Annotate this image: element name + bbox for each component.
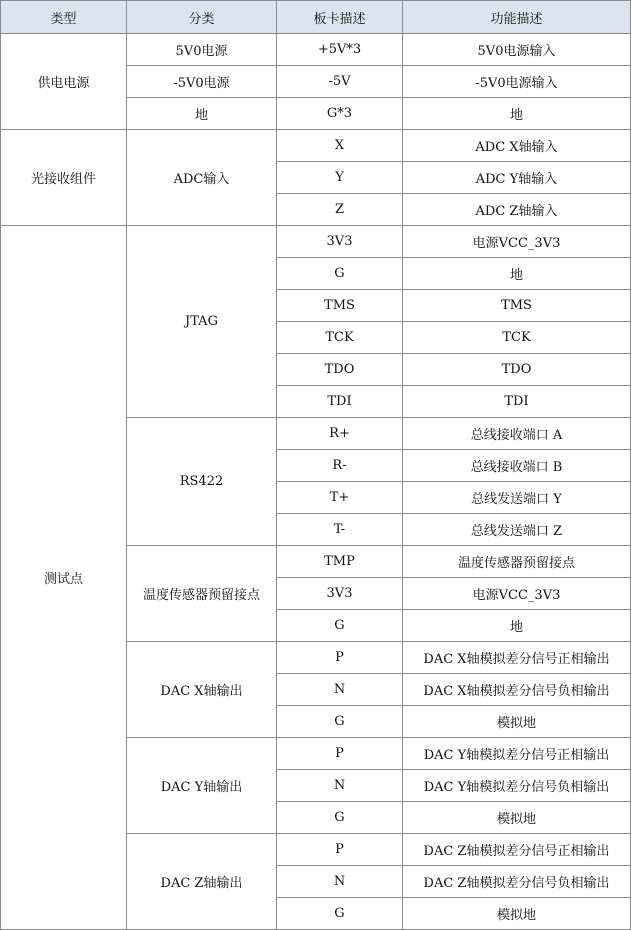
board-desc-cell: X: [277, 130, 403, 162]
function-desc-cell: 电源VCC_3V3: [403, 226, 631, 258]
board-desc-cell: N: [277, 674, 403, 706]
board-desc-cell: G: [277, 802, 403, 834]
function-desc-cell: DAC Z轴模拟差分信号正相输出: [403, 834, 631, 866]
category-cell: RS422: [127, 418, 277, 546]
function-desc-cell: 模拟地: [403, 706, 631, 738]
board-desc-cell: TDI: [277, 386, 403, 418]
type-cell-power: 供电电源: [1, 34, 127, 130]
board-desc-cell: G: [277, 610, 403, 642]
function-desc-cell: 地: [403, 258, 631, 290]
function-desc-cell: TDO: [403, 354, 631, 386]
category-cell: 5V0电源: [127, 34, 277, 66]
board-desc-cell: R-: [277, 450, 403, 482]
function-desc-cell: 总线接收端口 A: [403, 418, 631, 450]
function-desc-cell: DAC Y轴模拟差分信号正相输出: [403, 738, 631, 770]
function-desc-cell: 总线接收端口 B: [403, 450, 631, 482]
category-cell: DAC X轴输出: [127, 642, 277, 738]
header-function-desc: 功能描述: [403, 1, 631, 34]
board-desc-cell: G: [277, 898, 403, 930]
board-desc-cell: 3V3: [277, 226, 403, 258]
board-desc-cell: G: [277, 706, 403, 738]
board-desc-cell: TMP: [277, 546, 403, 578]
board-desc-cell: +5V*3: [277, 34, 403, 66]
header-category: 分类: [127, 1, 277, 34]
board-desc-cell: TCK: [277, 322, 403, 354]
function-desc-cell: 总线发送端口 Z: [403, 514, 631, 546]
function-desc-cell: TMS: [403, 290, 631, 322]
category-cell: -5V0电源: [127, 66, 277, 98]
board-desc-cell: R+: [277, 418, 403, 450]
board-desc-cell: P: [277, 738, 403, 770]
function-desc-cell: TCK: [403, 322, 631, 354]
function-desc-cell: 5V0电源输入: [403, 34, 631, 66]
board-desc-cell: TDO: [277, 354, 403, 386]
board-desc-cell: TMS: [277, 290, 403, 322]
function-desc-cell: 总线发送端口 Y: [403, 482, 631, 514]
function-desc-cell: -5V0电源输入: [403, 66, 631, 98]
board-desc-cell: 3V3: [277, 578, 403, 610]
table-row: [1, 226, 631, 258]
function-desc-cell: 地: [403, 98, 631, 130]
table-row: [1, 34, 631, 66]
function-desc-cell: 电源VCC_3V3: [403, 578, 631, 610]
function-desc-cell: ADC X轴输入: [403, 130, 631, 162]
type-cell-optical: 光接收组件: [1, 130, 127, 226]
category-cell: DAC Z轴输出: [127, 834, 277, 930]
category-cell: ADC输入: [127, 130, 277, 226]
category-cell: JTAG: [127, 226, 277, 418]
board-desc-cell: P: [277, 642, 403, 674]
function-desc-cell: DAC X轴模拟差分信号正相输出: [403, 642, 631, 674]
header-board-desc: 板卡描述: [277, 1, 403, 34]
board-desc-cell: T-: [277, 514, 403, 546]
board-desc-cell: N: [277, 866, 403, 898]
category-cell: DAC Y轴输出: [127, 738, 277, 834]
category-cell: 地: [127, 98, 277, 130]
function-desc-cell: DAC Y轴模拟差分信号负相输出: [403, 770, 631, 802]
function-desc-cell: ADC Y轴输入: [403, 162, 631, 194]
board-desc-cell: G*3: [277, 98, 403, 130]
function-desc-cell: 地: [403, 610, 631, 642]
board-desc-cell: T+: [277, 482, 403, 514]
board-desc-cell: G: [277, 258, 403, 290]
function-desc-cell: 模拟地: [403, 802, 631, 834]
header-type: 类型: [1, 1, 127, 34]
function-desc-cell: ADC Z轴输入: [403, 194, 631, 226]
board-desc-cell: N: [277, 770, 403, 802]
table-row: [1, 130, 631, 162]
board-desc-cell: Y: [277, 162, 403, 194]
function-desc-cell: DAC X轴模拟差分信号负相输出: [403, 674, 631, 706]
board-desc-cell: P: [277, 834, 403, 866]
function-desc-cell: TDI: [403, 386, 631, 418]
type-cell-test: 测试点: [1, 226, 127, 930]
header-row: [1, 1, 631, 34]
category-cell: 温度传感器预留接点: [127, 546, 277, 642]
function-desc-cell: 模拟地: [403, 898, 631, 930]
function-desc-cell: DAC Z轴模拟差分信号负相输出: [403, 866, 631, 898]
function-desc-cell: 温度传感器预留接点: [403, 546, 631, 578]
board-desc-cell: -5V: [277, 66, 403, 98]
board-desc-cell: Z: [277, 194, 403, 226]
